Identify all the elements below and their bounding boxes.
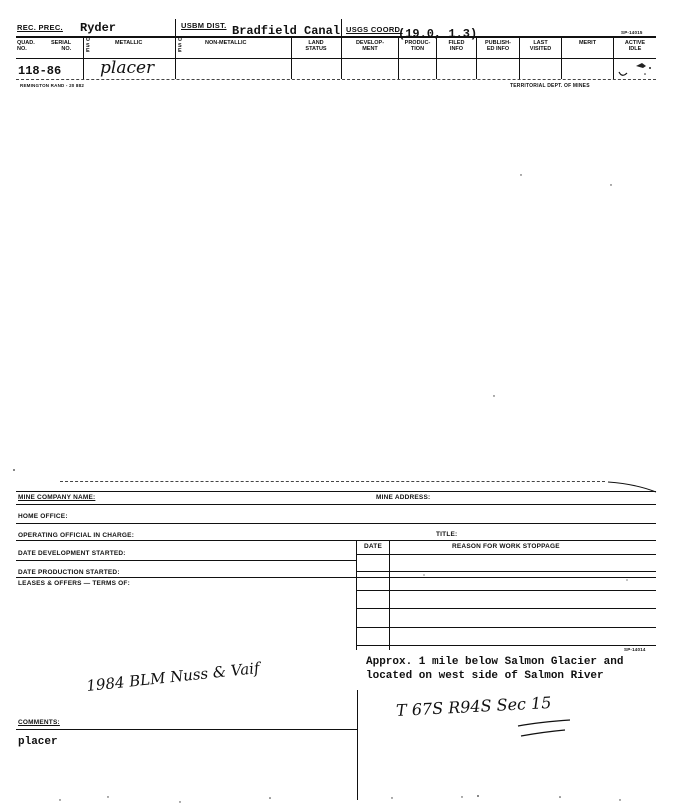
date-label: DATE: [364, 543, 383, 550]
reason-label: REASON FOR WORK STOPPAGE: [452, 543, 560, 550]
operating-official-label: OPERATING OFFICIAL IN CHARGE:: [18, 532, 135, 539]
handwritten-legal-description: T 67S R94S Sec 15: [395, 692, 552, 721]
card-number-bottom: SP-14014: [624, 647, 646, 652]
card-number-top: SP-14015: [621, 30, 643, 35]
date-production-label: DATE PRODUCTION STARTED:: [18, 569, 120, 576]
mine-address-label: MINE ADDRESS:: [376, 494, 431, 501]
header-metallic: METALLIC: [115, 40, 143, 46]
header-use-metallic: U S E: [86, 37, 90, 54]
top-footer-left: REMINGTON RAND - 20 882: [20, 83, 85, 88]
rec-prec-label: REC. PREC.: [17, 23, 63, 32]
date-development-label: DATE DEVELOPMENT STARTED:: [18, 550, 126, 557]
top-footer-right: TERRITORIAL DEPT. OF MINES: [510, 83, 590, 89]
title-label: TITLE:: [436, 531, 458, 538]
header-published-info: PUBLISH- ED INFO: [485, 40, 511, 52]
header-development: DEVELOP- MENT: [355, 40, 385, 52]
usbm-dist-value: Bradfield Canal: [232, 24, 341, 38]
handwritten-blm-note: 1984 BLM Nuss & Vaif: [85, 658, 261, 696]
header-land-status: LAND STATUS: [305, 40, 327, 52]
header-non-metallic: NON-METALLIC: [205, 40, 247, 46]
location-line-2: located on west side of Salmon River: [366, 670, 604, 682]
quad-serial-value: 118-86: [18, 64, 62, 78]
header-filed-info: FILED INFO: [448, 40, 465, 52]
comments-value: placer: [18, 736, 58, 748]
rec-prec-value: Ryder: [80, 21, 117, 35]
header-production: PRODUC- TION: [404, 40, 431, 52]
header-quad: QUAD. NO.: [17, 40, 35, 52]
mine-company-label: MINE COMPANY NAME:: [18, 494, 96, 501]
header-serial: SERIAL NO.: [51, 40, 72, 52]
comments-label: COMMENTS:: [18, 719, 60, 726]
metallic-value: placer: [100, 58, 155, 78]
header-last-visited: LAST VISITED: [529, 40, 552, 52]
header-merit: MERIT: [578, 40, 597, 46]
usgs-coord-value: (19.0, 1.3): [398, 27, 478, 41]
header-use-non-metallic: U S E: [178, 37, 182, 54]
home-office-label: HOME OFFICE:: [18, 513, 68, 520]
leases-label: LEASES & OFFERS — TERMS OF:: [18, 580, 130, 587]
header-active-idle: ACTIVE IDLE: [624, 40, 646, 52]
location-line-1: Approx. 1 mile below Salmon Glacier and: [366, 656, 624, 668]
usgs-coord-label: USGS COORD.: [346, 25, 403, 34]
usbm-dist-label: USBM DIST.: [181, 21, 227, 30]
